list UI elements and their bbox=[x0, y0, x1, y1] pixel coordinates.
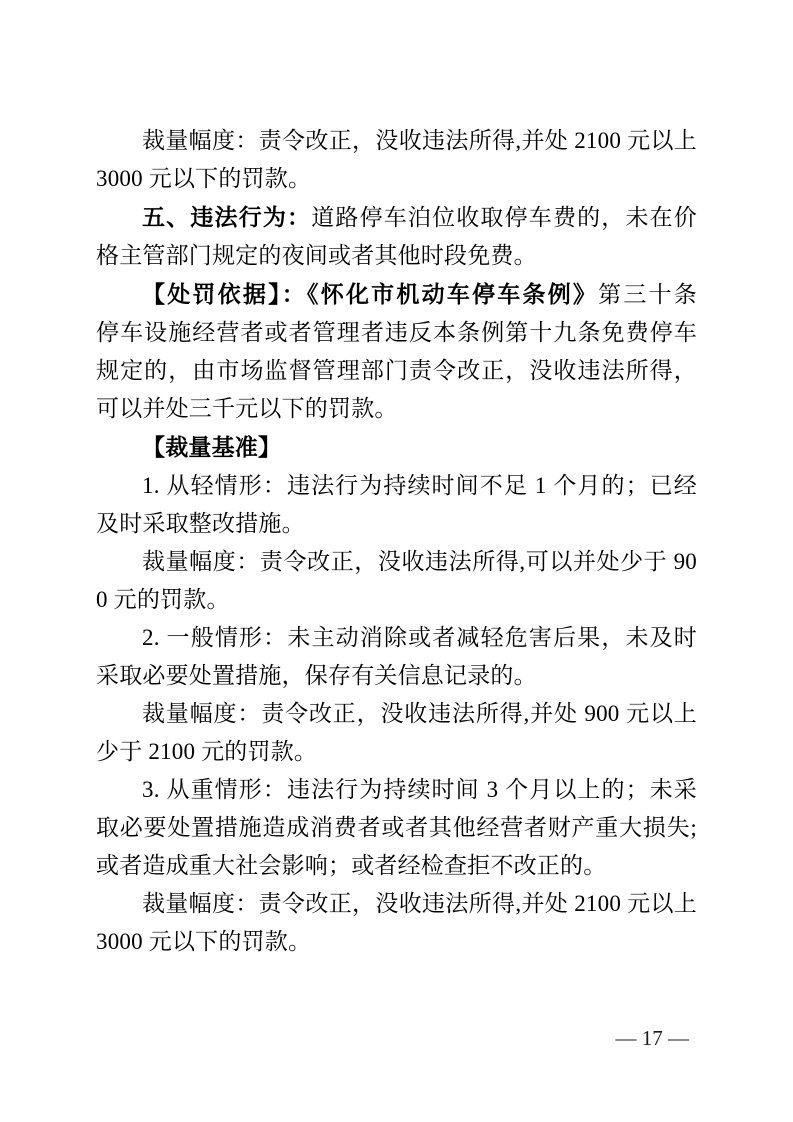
paragraph-discretion-standard-heading bbox=[96, 428, 697, 467]
body-text: 裁量幅度：责令改正，没收违法所得,可以并处少于 900 元的罚款。 bbox=[96, 549, 697, 612]
body-text: 第三十条 停车设施经营者或者管理者违反本条例第十九条免费停车规定的，由市场监督管理部门责令改正，没收违法所得，可以并处三千元以下的罚款。 bbox=[96, 282, 721, 421]
paragraph-violation-item-5 bbox=[96, 198, 697, 275]
document-content bbox=[96, 122, 721, 961]
paragraph-lenient-case bbox=[96, 467, 697, 543]
bold-text: 【处罚依据】：《怀化市机动车停车条例》 bbox=[142, 281, 599, 307]
body-text: 2. 一般情形：未主动消除或者减轻危害后果，未及时采取必要处置措施，保存有关信息记录的。 bbox=[96, 625, 697, 688]
body-text: 道路停车泊位收取停车费的，未在价格主管部门规定的夜间或者其他时段免费。 bbox=[96, 205, 698, 268]
body-text: 1. 从轻情形：违法行为持续时间不足 1 个月的；已经及时采取整改措施。 bbox=[96, 473, 697, 536]
body-text: 裁量幅度：责令改正，没收违法所得,并处 2100 元以上 3000 元以下的罚款。 bbox=[96, 128, 697, 191]
page-number: — 17 — bbox=[615, 1026, 689, 1050]
paragraph-severe-case bbox=[96, 771, 697, 885]
paragraph-penalty-range-previous-item bbox=[96, 122, 697, 198]
paragraph-general-penalty-range bbox=[96, 695, 697, 771]
bold-text: 五、违法行为： bbox=[142, 204, 312, 230]
body-text: 裁量幅度：责令改正，没收违法所得,并处 2100 元以上 3000 元以下的罚款。 bbox=[96, 891, 697, 954]
bold-text: 【裁量基准】 bbox=[142, 434, 282, 460]
paragraph-severe-penalty-range bbox=[96, 885, 697, 961]
paragraph-lenient-penalty-range bbox=[96, 543, 697, 619]
body-text: 裁量幅度：责令改正，没收违法所得,并处 900 元以上少于 2100 元的罚款。 bbox=[96, 701, 697, 764]
paragraph-penalty-basis bbox=[96, 275, 721, 428]
page-footer bbox=[616, 1024, 690, 1052]
paragraph-general-case bbox=[96, 619, 697, 695]
body-text: 3. 从重情形：违法行为持续时间 3 个月以上的；未采取必要处置措施造成消费者或者其他经营者财产重大损失;或者造成重大社会影响；或者经检查拒不改正的。 bbox=[96, 777, 697, 878]
